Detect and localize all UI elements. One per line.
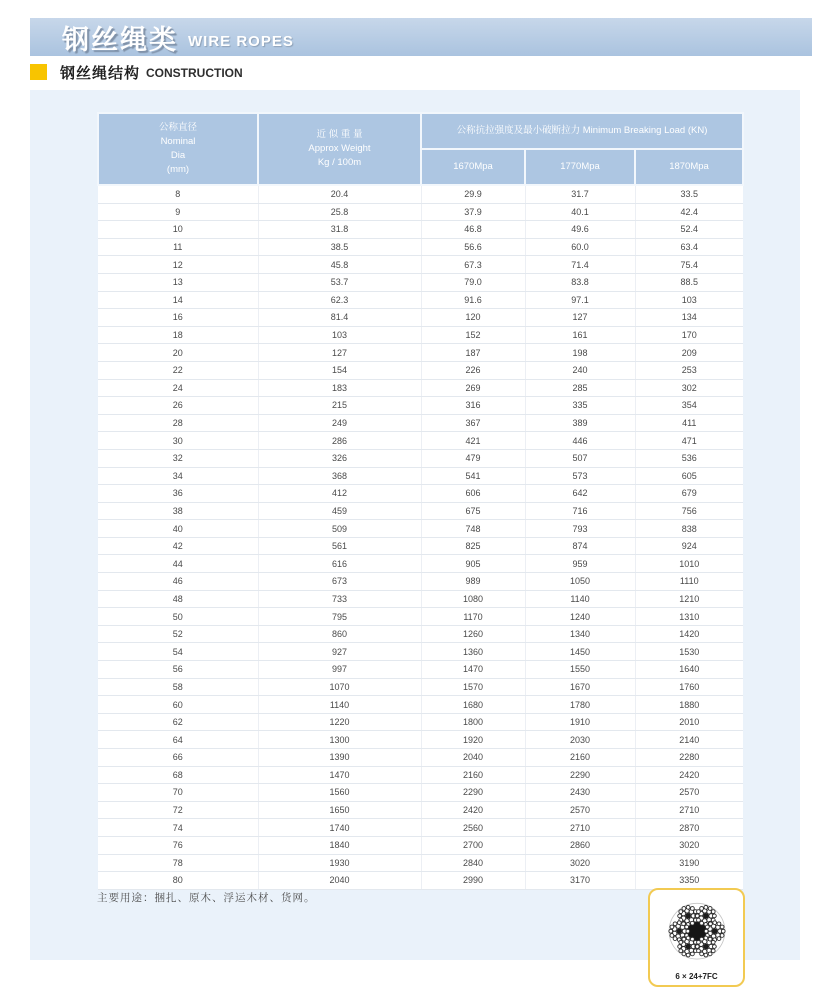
table-cell: 326 <box>258 449 421 467</box>
rope-construction-label: 6 × 24+7FC <box>675 972 718 981</box>
table-cell: 2710 <box>635 801 743 819</box>
table-cell: 860 <box>258 625 421 643</box>
table-cell: 905 <box>421 555 525 573</box>
table-cell: 32 <box>98 449 258 467</box>
section-heading-chinese: 钢丝绳结构 <box>60 64 141 82</box>
table-cell: 1910 <box>525 713 635 731</box>
table-row <box>98 273 743 291</box>
table-cell: 215 <box>258 397 421 415</box>
table-cell: 2040 <box>421 749 525 767</box>
table-cell: 183 <box>258 379 421 397</box>
table-cell: 127 <box>258 344 421 362</box>
table-cell: 12 <box>98 256 258 274</box>
table-cell: 368 <box>258 467 421 485</box>
table-cell: 91.6 <box>421 291 525 309</box>
table-cell: 1650 <box>258 801 421 819</box>
table-cell: 42 <box>98 537 258 555</box>
table-cell: 541 <box>421 467 525 485</box>
table-cell: 2030 <box>525 731 635 749</box>
table-cell: 2570 <box>525 801 635 819</box>
table-cell: 1570 <box>421 678 525 696</box>
table-cell: 302 <box>635 379 743 397</box>
table-cell: 2280 <box>635 749 743 767</box>
table-cell: 479 <box>421 449 525 467</box>
column-header-1770mpa: 1770Mpa <box>525 149 635 185</box>
table-cell: 269 <box>421 379 525 397</box>
table-cell: 14 <box>98 291 258 309</box>
table-cell: 81.4 <box>258 309 421 327</box>
table-cell: 16 <box>98 309 258 327</box>
table-cell: 56.6 <box>421 238 525 256</box>
table-cell: 198 <box>525 344 635 362</box>
table-cell: 11 <box>98 238 258 256</box>
table-cell: 240 <box>525 361 635 379</box>
table-cell: 1390 <box>258 749 421 767</box>
table-cell: 605 <box>635 467 743 485</box>
table-cell: 1260 <box>421 625 525 643</box>
table-cell: 412 <box>258 485 421 503</box>
table-cell: 825 <box>421 537 525 555</box>
table-row <box>98 291 743 309</box>
column-header-weight: 近 似 重 量 Approx Weight Kg / 100m <box>258 113 421 185</box>
table-cell: 367 <box>421 414 525 432</box>
rope-cross-section-icon <box>656 893 738 971</box>
table-cell: 2990 <box>421 872 525 890</box>
table-cell: 161 <box>525 326 635 344</box>
table-cell: 18 <box>98 326 258 344</box>
page-title-band <box>30 18 812 56</box>
column-header-breaking-load-group: 公称抗拉强度及最小破断拉力 Minimum Breaking Load (KN) <box>421 113 743 149</box>
table-cell: 1470 <box>258 766 421 784</box>
table-row <box>98 731 743 749</box>
table-header <box>98 113 743 185</box>
table-cell: 22 <box>98 361 258 379</box>
table-cell: 1240 <box>525 608 635 626</box>
table-cell: 62.3 <box>258 291 421 309</box>
table-cell: 507 <box>525 449 635 467</box>
table-cell: 187 <box>421 344 525 362</box>
table-cell: 66 <box>98 749 258 767</box>
table-cell: 253 <box>635 361 743 379</box>
table-cell: 2160 <box>421 766 525 784</box>
table-row <box>98 203 743 221</box>
table-cell: 1300 <box>258 731 421 749</box>
table-cell: 989 <box>421 573 525 591</box>
table-cell: 1640 <box>635 661 743 679</box>
table-cell: 1560 <box>258 784 421 802</box>
table-cell: 2420 <box>421 801 525 819</box>
table-row <box>98 485 743 503</box>
table-cell: 37.9 <box>421 203 525 221</box>
table-cell: 927 <box>258 643 421 661</box>
table-cell: 52.4 <box>635 221 743 239</box>
table-cell: 1420 <box>635 625 743 643</box>
table-row <box>98 537 743 555</box>
table-cell: 1050 <box>525 573 635 591</box>
table-row <box>98 344 743 362</box>
table-cell: 1530 <box>635 643 743 661</box>
table-row <box>98 696 743 714</box>
table-cell: 127 <box>525 309 635 327</box>
table-cell: 75.4 <box>635 256 743 274</box>
table-row <box>98 661 743 679</box>
table-cell: 459 <box>258 502 421 520</box>
table-cell: 316 <box>421 397 525 415</box>
table-row <box>98 256 743 274</box>
table-cell: 56 <box>98 661 258 679</box>
table-cell: 838 <box>635 520 743 538</box>
table-row <box>98 819 743 837</box>
table-cell: 286 <box>258 432 421 450</box>
table-cell: 2040 <box>258 872 421 890</box>
table-cell: 97.1 <box>525 291 635 309</box>
table-cell: 48 <box>98 590 258 608</box>
table-cell: 226 <box>421 361 525 379</box>
table-cell: 209 <box>635 344 743 362</box>
table-cell: 34 <box>98 467 258 485</box>
table-cell: 88.5 <box>635 273 743 291</box>
table-cell: 170 <box>635 326 743 344</box>
table-cell: 1930 <box>258 854 421 872</box>
table-row <box>98 766 743 784</box>
table-row <box>98 326 743 344</box>
table-cell: 28 <box>98 414 258 432</box>
table-cell: 2700 <box>421 836 525 854</box>
table-cell: 10 <box>98 221 258 239</box>
table-cell: 716 <box>525 502 635 520</box>
table-cell: 72 <box>98 801 258 819</box>
table-cell: 756 <box>635 502 743 520</box>
table-row <box>98 836 743 854</box>
table-cell: 509 <box>258 520 421 538</box>
table-cell: 733 <box>258 590 421 608</box>
table-row <box>98 361 743 379</box>
table-row <box>98 573 743 591</box>
table-row <box>98 678 743 696</box>
table-cell: 2010 <box>635 713 743 731</box>
table-cell: 3020 <box>635 836 743 854</box>
table-row <box>98 784 743 802</box>
table-cell: 1340 <box>525 625 635 643</box>
table-cell: 2840 <box>421 854 525 872</box>
table-cell: 2140 <box>635 731 743 749</box>
table-cell: 411 <box>635 414 743 432</box>
table-cell: 561 <box>258 537 421 555</box>
table-row <box>98 643 743 661</box>
table-cell: 44 <box>98 555 258 573</box>
table-cell: 1310 <box>635 608 743 626</box>
table-cell: 354 <box>635 397 743 415</box>
table-cell: 64 <box>98 731 258 749</box>
table-cell: 446 <box>525 432 635 450</box>
table-cell: 3170 <box>525 872 635 890</box>
table-cell: 1880 <box>635 696 743 714</box>
table-cell: 642 <box>525 485 635 503</box>
table-cell: 20 <box>98 344 258 362</box>
column-header-1870mpa: 1870Mpa <box>635 149 743 185</box>
column-header-diameter: 公称直径 Nominal Dia (mm) <box>98 113 258 185</box>
table-row <box>98 432 743 450</box>
table-cell: 31.8 <box>258 221 421 239</box>
table-cell: 13 <box>98 273 258 291</box>
page-title-chinese: 钢丝绳类 <box>62 24 178 55</box>
table-cell: 959 <box>525 555 635 573</box>
table-cell: 997 <box>258 661 421 679</box>
table-cell: 1170 <box>421 608 525 626</box>
table-cell: 2290 <box>525 766 635 784</box>
table-cell: 471 <box>635 432 743 450</box>
table-cell: 103 <box>635 291 743 309</box>
table-cell: 38.5 <box>258 238 421 256</box>
table-cell: 24 <box>98 379 258 397</box>
table-cell: 134 <box>635 309 743 327</box>
table-cell: 120 <box>421 309 525 327</box>
table-cell: 70 <box>98 784 258 802</box>
table-body <box>98 185 743 889</box>
table-row <box>98 608 743 626</box>
table-row <box>98 854 743 872</box>
table-cell: 52 <box>98 625 258 643</box>
table-cell: 573 <box>525 467 635 485</box>
table-cell: 25.8 <box>258 203 421 221</box>
table-row <box>98 309 743 327</box>
table-cell: 9 <box>98 203 258 221</box>
table-cell: 2420 <box>635 766 743 784</box>
table-cell: 36 <box>98 485 258 503</box>
table-cell: 1010 <box>635 555 743 573</box>
table-cell: 675 <box>421 502 525 520</box>
table-cell: 33.5 <box>635 185 743 203</box>
table-cell: 679 <box>635 485 743 503</box>
table-cell: 335 <box>525 397 635 415</box>
table-cell: 53.7 <box>258 273 421 291</box>
table-cell: 2870 <box>635 819 743 837</box>
table-cell: 1760 <box>635 678 743 696</box>
table-cell: 67.3 <box>421 256 525 274</box>
table-row <box>98 414 743 432</box>
table-cell: 924 <box>635 537 743 555</box>
table-cell: 2570 <box>635 784 743 802</box>
table-cell: 71.4 <box>525 256 635 274</box>
table-cell: 673 <box>258 573 421 591</box>
table-cell: 1470 <box>421 661 525 679</box>
table-row <box>98 397 743 415</box>
table-cell: 1670 <box>525 678 635 696</box>
table-cell: 8 <box>98 185 258 203</box>
table-cell: 20.4 <box>258 185 421 203</box>
table-cell: 42.4 <box>635 203 743 221</box>
table-cell: 30 <box>98 432 258 450</box>
main-uses-note: 主要用途：捆扎、原木、浮运木材、货网。 <box>97 892 316 904</box>
page-title-english: WIRE ROPES <box>188 32 294 50</box>
table-cell: 40.1 <box>525 203 635 221</box>
table-cell: 50 <box>98 608 258 626</box>
table-cell: 79.0 <box>421 273 525 291</box>
table-cell: 795 <box>258 608 421 626</box>
table-cell: 1450 <box>525 643 635 661</box>
section-heading <box>30 62 243 82</box>
table-cell: 29.9 <box>421 185 525 203</box>
table-row <box>98 590 743 608</box>
table-row <box>98 801 743 819</box>
table-cell: 54 <box>98 643 258 661</box>
table-cell: 1110 <box>635 573 743 591</box>
table-cell: 62 <box>98 713 258 731</box>
table-cell: 60.0 <box>525 238 635 256</box>
table-cell: 1070 <box>258 678 421 696</box>
table-row <box>98 467 743 485</box>
table-cell: 1680 <box>421 696 525 714</box>
table-cell: 83.8 <box>525 273 635 291</box>
table-cell: 45.8 <box>258 256 421 274</box>
table-cell: 285 <box>525 379 635 397</box>
table-cell: 60 <box>98 696 258 714</box>
table-cell: 616 <box>258 555 421 573</box>
table-cell: 1800 <box>421 713 525 731</box>
table-cell: 2430 <box>525 784 635 802</box>
content-panel <box>30 90 800 960</box>
table-cell: 2560 <box>421 819 525 837</box>
table-cell: 40 <box>98 520 258 538</box>
table-cell: 3350 <box>635 872 743 890</box>
table-row <box>98 749 743 767</box>
table-cell: 249 <box>258 414 421 432</box>
table-cell: 389 <box>525 414 635 432</box>
table-cell: 606 <box>421 485 525 503</box>
table-cell: 154 <box>258 361 421 379</box>
table-row <box>98 449 743 467</box>
table-cell: 74 <box>98 819 258 837</box>
table-cell: 1220 <box>258 713 421 731</box>
table-cell: 748 <box>421 520 525 538</box>
table-row <box>98 625 743 643</box>
table-row <box>98 520 743 538</box>
yellow-square-bullet <box>30 64 47 80</box>
table-cell: 46 <box>98 573 258 591</box>
table-cell: 38 <box>98 502 258 520</box>
table-row <box>98 502 743 520</box>
table-cell: 68 <box>98 766 258 784</box>
table-cell: 1080 <box>421 590 525 608</box>
table-cell: 1360 <box>421 643 525 661</box>
table-row <box>98 872 743 890</box>
table-cell: 49.6 <box>525 221 635 239</box>
table-row <box>98 379 743 397</box>
table-cell: 1740 <box>258 819 421 837</box>
table-cell: 76 <box>98 836 258 854</box>
table-cell: 1920 <box>421 731 525 749</box>
table-cell: 3190 <box>635 854 743 872</box>
table-row <box>98 238 743 256</box>
table-cell: 78 <box>98 854 258 872</box>
table-cell: 26 <box>98 397 258 415</box>
table-cell: 1550 <box>525 661 635 679</box>
table-cell: 31.7 <box>525 185 635 203</box>
table-cell: 421 <box>421 432 525 450</box>
column-header-1670mpa: 1670Mpa <box>421 149 525 185</box>
table-cell: 3020 <box>525 854 635 872</box>
table-cell: 1140 <box>258 696 421 714</box>
rope-cross-section-box <box>648 888 745 987</box>
table-cell: 1780 <box>525 696 635 714</box>
table-cell: 2860 <box>525 836 635 854</box>
table-row <box>98 555 743 573</box>
table-cell: 536 <box>635 449 743 467</box>
table-cell: 103 <box>258 326 421 344</box>
table-cell: 63.4 <box>635 238 743 256</box>
table-cell: 2160 <box>525 749 635 767</box>
table-cell: 874 <box>525 537 635 555</box>
table-row <box>98 185 743 203</box>
table-row <box>98 713 743 731</box>
table-cell: 58 <box>98 678 258 696</box>
wire-rope-spec-table <box>97 112 744 890</box>
table-cell: 80 <box>98 872 258 890</box>
table-cell: 2290 <box>421 784 525 802</box>
table-cell: 152 <box>421 326 525 344</box>
table-cell: 793 <box>525 520 635 538</box>
table-cell: 1210 <box>635 590 743 608</box>
table-cell: 46.8 <box>421 221 525 239</box>
section-heading-english: CONSTRUCTION <box>146 66 243 80</box>
table-cell: 1140 <box>525 590 635 608</box>
table-cell: 2710 <box>525 819 635 837</box>
table-cell: 1840 <box>258 836 421 854</box>
table-row <box>98 221 743 239</box>
